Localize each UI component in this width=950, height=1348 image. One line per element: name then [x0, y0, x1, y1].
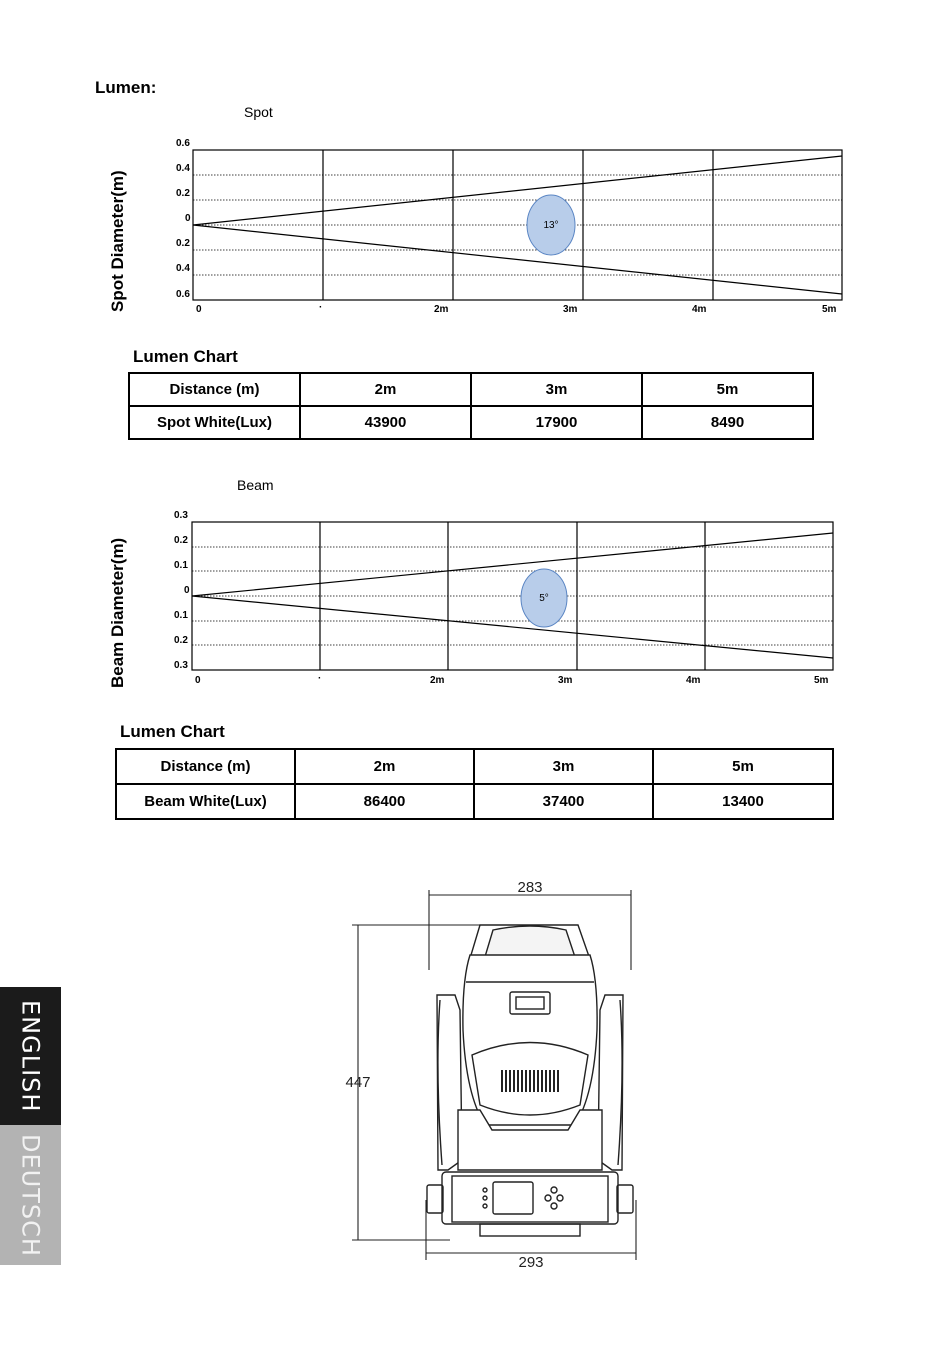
table-header-cell: 2m — [295, 749, 474, 784]
table-cell: 8490 — [642, 406, 813, 439]
spot-lower-edge-line — [193, 225, 842, 294]
beam-x-tick: 0 — [195, 675, 201, 686]
table-header-cell: Distance (m) — [116, 749, 295, 784]
top-width-dimension: 283 — [517, 879, 543, 896]
beam-lux-table — [115, 748, 834, 820]
spot-chart-title: Spot — [244, 104, 273, 120]
beam-x-tick: 4m — [686, 675, 701, 686]
spot-chart — [190, 145, 850, 305]
table-header-cell: 3m — [474, 749, 653, 784]
beam-angle-label: 5° — [539, 593, 549, 604]
tab-english-label: ENGLISH — [16, 999, 45, 1113]
table-header-row — [129, 373, 813, 406]
spot-y-tick: 0.6 — [176, 289, 190, 300]
tab-deutsch-label: DEUTSCH — [16, 1133, 45, 1257]
table-row — [116, 784, 833, 819]
spot-x-tick: · — [319, 302, 323, 313]
spot-y-tick: 0.4 — [176, 263, 190, 274]
moving-head-fixture — [427, 925, 633, 1236]
spot-y-tick: 0.4 — [176, 163, 190, 174]
beam-x-tick: 3m — [558, 675, 573, 686]
beam-y-tick: 0.2 — [174, 535, 188, 546]
beam-chart-title: Beam — [237, 477, 274, 493]
table-row — [129, 406, 813, 439]
table-header-cell: 3m — [471, 373, 642, 406]
beam-y-tick: 0.3 — [174, 510, 188, 521]
beam-y-tick: 0.2 — [174, 635, 188, 646]
table-header-cell: 2m — [300, 373, 471, 406]
spot-lux-table — [128, 372, 814, 440]
spot-table-title: Lumen Chart — [133, 347, 238, 366]
fixture-dimension-drawing — [330, 870, 650, 1280]
table-cell: 17900 — [471, 406, 642, 439]
section-heading: Lumen: — [95, 78, 157, 97]
beam-chart — [190, 518, 840, 676]
table-header-cell: 5m — [653, 749, 833, 784]
bottom-width-dimension: 293 — [518, 1254, 544, 1271]
table-cell: Beam White(Lux) — [116, 784, 295, 819]
spot-x-tick: 5m — [822, 304, 837, 315]
beam-x-tick: 2m — [430, 675, 445, 686]
tab-english[interactable] — [0, 987, 61, 1125]
spot-x-tick: 2m — [434, 304, 449, 315]
table-header-cell: Distance (m) — [129, 373, 300, 406]
beam-upper-edge-line — [192, 533, 833, 596]
tab-deutsch[interactable] — [0, 1125, 61, 1265]
height-dimension: 447 — [345, 1074, 371, 1091]
spot-plot-frame — [193, 150, 842, 300]
spot-y-tick: 0 — [185, 213, 191, 224]
table-header-cell: 5m — [642, 373, 813, 406]
spot-y-tick: 0.6 — [176, 138, 190, 149]
table-cell: 86400 — [295, 784, 474, 819]
beam-y-tick: 0.1 — [174, 610, 188, 621]
spot-x-tick: 3m — [563, 304, 578, 315]
beam-plot-frame — [192, 522, 833, 670]
beam-y-tick: 0.1 — [174, 560, 188, 571]
table-header-row — [116, 749, 833, 784]
beam-y-tick: 0.3 — [174, 660, 188, 671]
beam-table-title: Lumen Chart — [120, 722, 225, 741]
table-cell: 13400 — [653, 784, 833, 819]
spot-x-tick: 4m — [692, 304, 707, 315]
spot-y-axis-label: Spot Diameter(m) — [108, 170, 127, 312]
table-cell: Spot White(Lux) — [129, 406, 300, 439]
table-cell: 37400 — [474, 784, 653, 819]
spot-x-tick: 0 — [196, 304, 202, 315]
beam-lower-edge-line — [192, 596, 833, 658]
spot-y-tick: 0.2 — [176, 188, 190, 199]
spot-y-tick: 0.2 — [176, 238, 190, 249]
spot-upper-edge-line — [193, 156, 842, 225]
beam-x-tick: 5m — [814, 675, 829, 686]
beam-y-tick: 0 — [184, 585, 190, 596]
beam-x-tick: · — [318, 673, 322, 684]
table-cell: 43900 — [300, 406, 471, 439]
spot-angle-label: 13° — [543, 220, 559, 231]
beam-y-axis-label: Beam Diameter(m) — [108, 537, 127, 688]
